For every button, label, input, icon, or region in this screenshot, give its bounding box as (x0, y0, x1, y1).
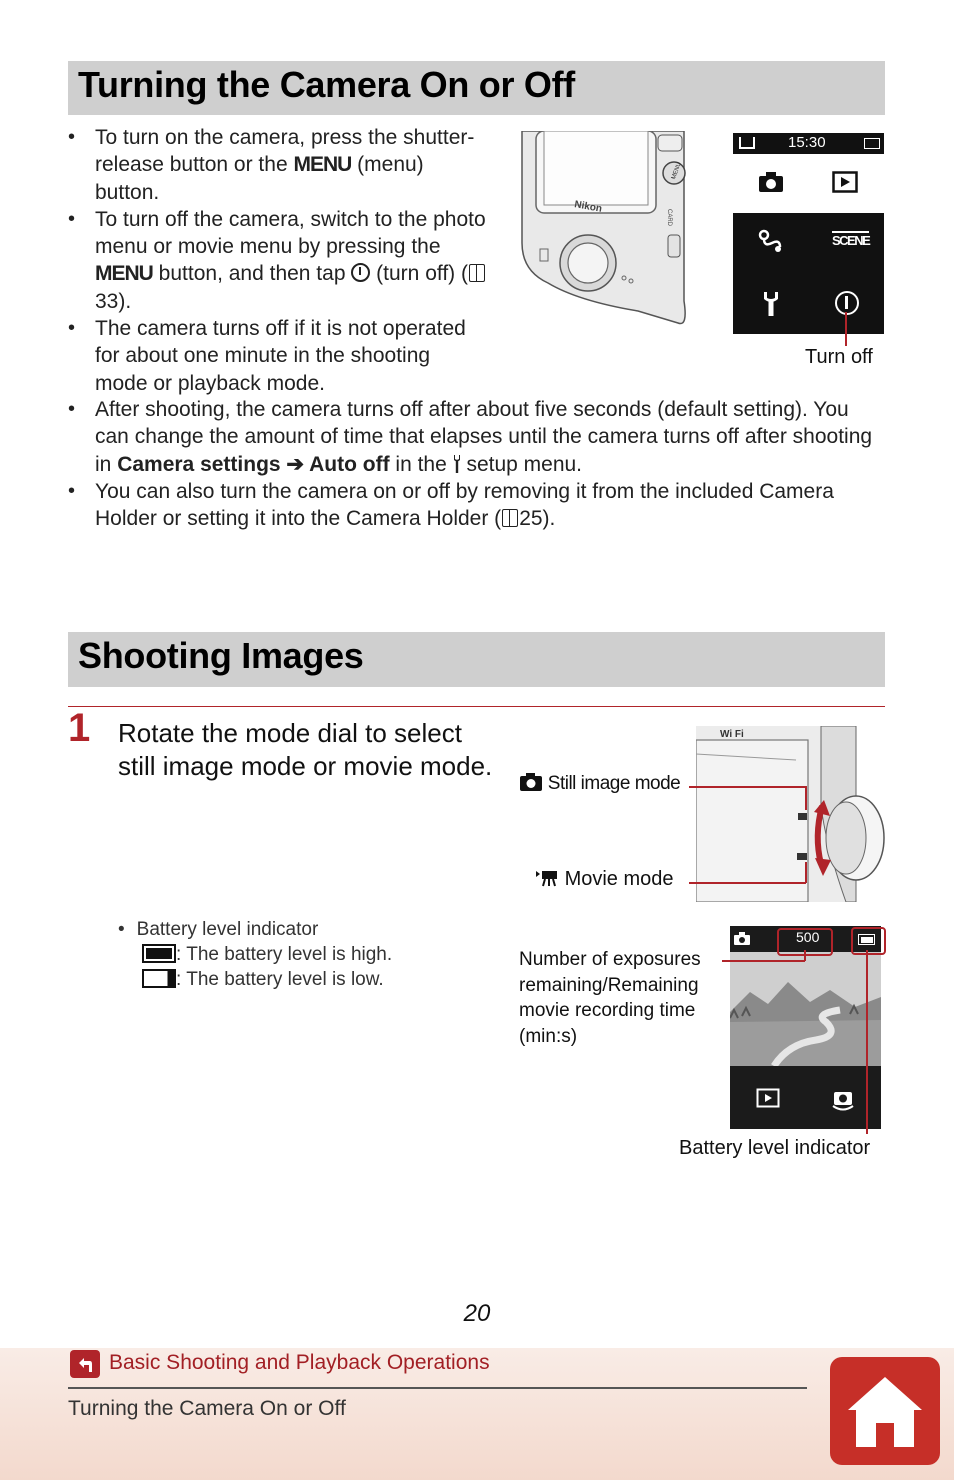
battery-callout-label: Battery level indicator (679, 1137, 871, 1159)
movie-mode-label: Movie mode (535, 868, 674, 891)
still-callout-line (689, 786, 806, 788)
movie-options-icon[interactable] (758, 229, 784, 253)
exposures-count: 500 (796, 929, 820, 945)
wrench-icon (453, 454, 461, 474)
exposures-callout-label: Number of exposures remaining/Remaining movie recording time (min:s) (519, 949, 701, 1047)
home-button[interactable] (830, 1357, 940, 1465)
battery-icon (864, 138, 880, 149)
turn-on-off-bullet-list-cont (68, 396, 888, 532)
camera-icon (734, 932, 750, 945)
battery-notes (118, 917, 438, 992)
menu-top-panel (733, 154, 884, 213)
current-topic: Turning the Camera On or Off (68, 1397, 346, 1420)
mode-dial-illustration (696, 726, 886, 902)
exposures-callout-line (722, 960, 805, 962)
wifi-label: Wi Fi (720, 729, 744, 740)
movie-callout-line-v (805, 862, 807, 883)
battery-low-icon (142, 969, 176, 988)
movie-icon (535, 868, 559, 888)
menu-screen-illustration (733, 133, 884, 334)
turn-off-power-icon[interactable] (835, 291, 859, 315)
list-item: • You can also turn the camera on or off by removing it from the included Camera Holder or setting it into the Camera Holder ( 25). (68, 478, 888, 533)
step-number: 1 (68, 706, 91, 750)
home-icon (739, 137, 755, 149)
still-image-mode-label: Still image mode (519, 772, 680, 795)
footer-divider (68, 1387, 807, 1389)
power-icon (351, 263, 370, 282)
list-item: • After shooting, the camera turns off after about five seconds (default setting). You can change the amount of time that elapses until the camera turns off after shooting in Camera settings ➔ Auto off in the setup menu. (68, 396, 888, 478)
shooting-screen-illustration (730, 926, 881, 1129)
section-header-turning-on-off (68, 61, 885, 115)
battery-full-icon (142, 944, 176, 963)
camera-icon (519, 772, 543, 792)
turn-off-callout-line (845, 312, 847, 346)
list-item: • The camera turns off if it is not operated for about one minute in the shooting mode or playback mode. (68, 315, 488, 397)
battery-low-note: : The battery level is low. (118, 967, 438, 992)
page-link-25[interactable]: 25). (519, 507, 556, 531)
battery-callout-line (866, 950, 868, 1134)
playback-icon[interactable] (832, 171, 858, 193)
page-reference-icon (469, 264, 485, 282)
section-header-shooting-images (68, 632, 885, 687)
section-title: Turning the Camera On or Off (78, 64, 575, 105)
card-slot-label: CARD (666, 209, 672, 227)
exposures-callout-line-v (804, 950, 806, 961)
playback-icon[interactable] (756, 1088, 780, 1108)
camera-back-illustration (518, 131, 708, 335)
movie-callout-line (689, 882, 806, 884)
chapter-title: Basic Shooting and Playback Operations (109, 1351, 490, 1374)
battery-high-note: : The battery level is high. (118, 942, 438, 967)
turn-on-off-bullet-list (68, 124, 488, 397)
section-title: Shooting Images (78, 635, 364, 676)
step-instruction: Rotate the mode dial to select still image mode or movie mode. (118, 718, 493, 781)
menu-button-glyph: MENU (95, 262, 153, 286)
screen-time: 15:30 (788, 134, 826, 151)
setup-wrench-icon[interactable] (762, 291, 780, 317)
camera-brand-label: Nikon (573, 199, 603, 215)
self-portrait-switch-icon[interactable] (830, 1086, 856, 1112)
camera-icon[interactable] (758, 171, 784, 193)
menu-button-label: MENU (671, 161, 683, 181)
menu-button-glyph: MENU (293, 153, 352, 177)
back-arrow-icon (70, 1350, 100, 1378)
home-icon (830, 1357, 940, 1465)
turn-off-callout-label: Turn off (805, 346, 873, 368)
battery-highlight-box (851, 927, 886, 955)
still-callout-line-v (805, 786, 807, 810)
list-item: • To turn on the camera, press the shutter-release button or the MENU (menu) button. (68, 124, 488, 206)
list-item: • To turn off the camera, switch to the photo menu or movie menu by pressing the MENU button, and then tap (turn off) (33). (68, 206, 488, 315)
page-number: 20 (463, 1300, 491, 1327)
landscape-preview (730, 952, 881, 1066)
scene-icon[interactable]: SCENE (832, 233, 870, 248)
page-reference-icon (502, 509, 518, 527)
step-divider (68, 706, 885, 707)
page-link-33[interactable]: 33). (95, 289, 132, 313)
battery-notes-heading: • Battery level indicator (118, 919, 319, 940)
